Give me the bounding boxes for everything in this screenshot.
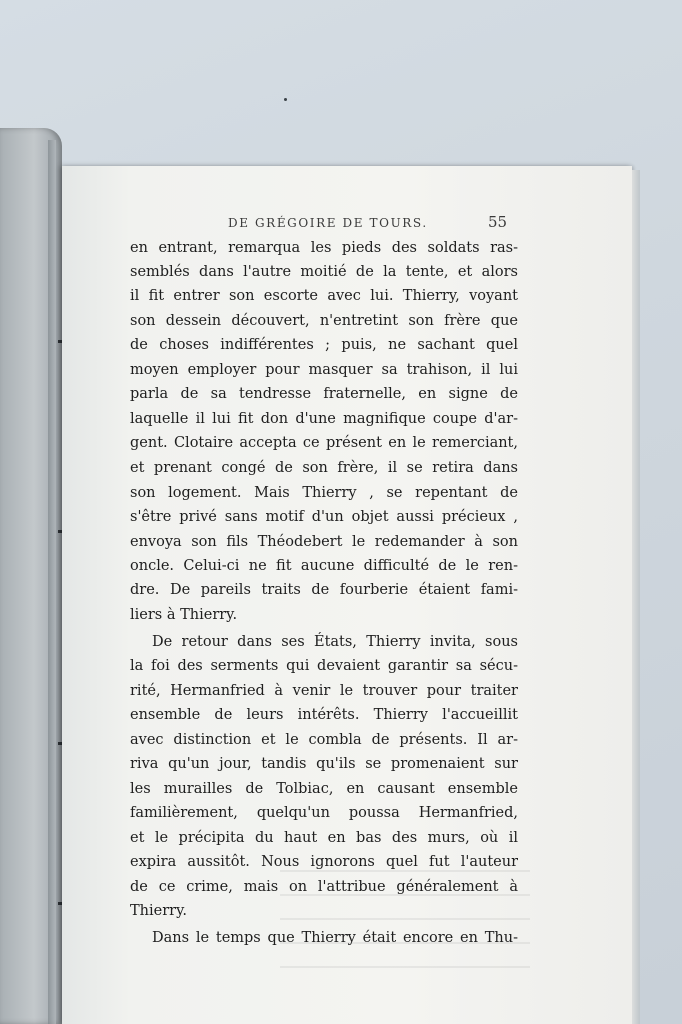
text-line: de ce crime, mais on l'attribue généralement à	[130, 879, 518, 895]
text-line: avec distinction et le combla de présents. Il ar-	[130, 732, 518, 748]
text-line: son dessein découvert, n'entretint son frère que	[130, 313, 518, 329]
text-line: semblés dans l'autre moitié de la tente, et alors	[130, 264, 518, 280]
text-line: et prenant congé de son frère, il se retira dans	[130, 460, 518, 476]
text-line: rité, Hermanfried à venir le trouver pour traiter	[130, 683, 518, 699]
text-line: gent. Clotaire accepta ce présent en le remerciant,	[130, 435, 518, 451]
text-line: de choses indifférentes ; puis, ne sachant quel	[130, 337, 518, 353]
text-line: De retour dans ses États, Thierry invita, sous	[152, 634, 518, 650]
text-line: parla de sa tendresse fraternelle, en signe de	[130, 386, 518, 402]
text-line: en entrant, remarqua les pieds des soldats ras-	[130, 240, 518, 256]
book-binding	[48, 140, 56, 1024]
text-line: s'être privé sans motif d'un objet aussi précieux ,	[130, 509, 518, 525]
text-line: Dans le temps que Thierry était encore en Thu-	[152, 930, 518, 946]
text-line: les murailles de Tolbiac, en causant ensemble	[130, 781, 518, 797]
text-line: dre. De pareils traits de fourberie étaient fami-	[130, 582, 518, 598]
text-line: expira aussitôt. Nous ignorons quel fut l'auteur	[130, 854, 518, 870]
running-header: DE GRÉGOIRE DE TOURS.	[228, 216, 428, 230]
text-line: son logement. Mais Thierry , se repentant de	[130, 485, 518, 501]
text-line: oncle. Celui-ci ne fit aucune difficulté de le ren-	[130, 558, 518, 574]
text-line: la foi des serments qui devaient garantir sa sécu-	[130, 658, 518, 674]
text-line: Thierry.	[130, 903, 187, 919]
text-line: familièrement, quelqu'un poussa Hermanfried,	[130, 805, 518, 821]
text-line: riva qu'un jour, tandis qu'ils se promenaient sur	[130, 756, 518, 772]
text-line: et le précipita du haut en bas des murs, où il	[130, 830, 518, 846]
text-line: laquelle il lui fit don d'une magnifique coupe d'ar-	[130, 411, 518, 427]
dust-speck	[284, 98, 287, 101]
text-line: envoya son fils Théodebert le redemander à son	[130, 534, 518, 550]
page-number: 55	[488, 213, 508, 231]
page-stack-edge	[632, 170, 640, 1024]
text-line: il fit entrer son escorte avec lui. Thierry, voyant	[130, 288, 518, 304]
text-line: liers à Thierry.	[130, 607, 238, 623]
text-line: ensemble de leurs intérêts. Thierry l'accueillit	[130, 707, 518, 723]
body-text	[130, 236, 520, 956]
text-line: moyen employer pour masquer sa trahison, il lui	[130, 362, 518, 378]
